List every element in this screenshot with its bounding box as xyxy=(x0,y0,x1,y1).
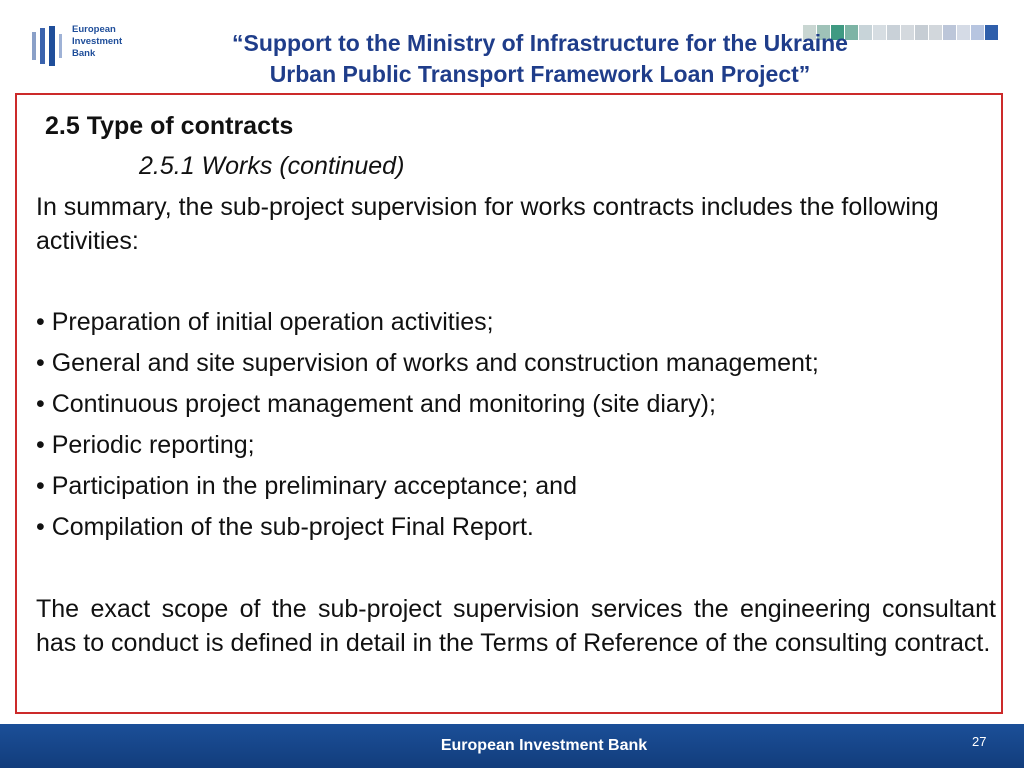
logo-line: Bank xyxy=(72,48,96,59)
activity-list xyxy=(36,302,996,548)
subsection-heading: 2.5.1 Works (continued) xyxy=(139,152,405,180)
slide-content xyxy=(36,108,996,660)
page-number: 27 xyxy=(972,734,987,749)
eib-logo xyxy=(30,24,130,68)
list-item: • Periodic reporting; xyxy=(36,431,255,459)
footer-label: European Investment Bank xyxy=(440,737,648,754)
page-title xyxy=(140,28,940,90)
intro-paragraph: In summary, the sub-project supervision for works contracts includes the following activities: xyxy=(36,193,939,255)
title-line-2: Urban Public Transport Framework Loan Project” xyxy=(269,61,811,87)
list-item: • Continuous project management and monitoring (site diary); xyxy=(36,390,716,418)
logo-line: European xyxy=(72,24,116,35)
list-item: • Preparation of initial operation activities; xyxy=(36,308,494,336)
closing-paragraph: The exact scope of the sub-project supervision services the engineering consultant has to conduct is defined in detail in the Terms of Reference of the consulting contract. xyxy=(36,595,996,657)
eib-logo-mark-icon xyxy=(30,26,66,66)
logo-line: Investment xyxy=(72,36,123,47)
logo-wordmark xyxy=(72,24,122,60)
footer-bar xyxy=(0,724,1024,768)
list-item: • Compilation of the sub-project Final Report. xyxy=(36,513,534,541)
title-line-1: “Support to the Ministry of Infrastructure for the Ukraine xyxy=(232,30,848,56)
list-item: • General and site supervision of works and construction management; xyxy=(36,349,819,377)
list-item: • Participation in the preliminary acceptance; and xyxy=(36,472,577,500)
section-heading: 2.5 Type of contracts xyxy=(45,112,294,140)
